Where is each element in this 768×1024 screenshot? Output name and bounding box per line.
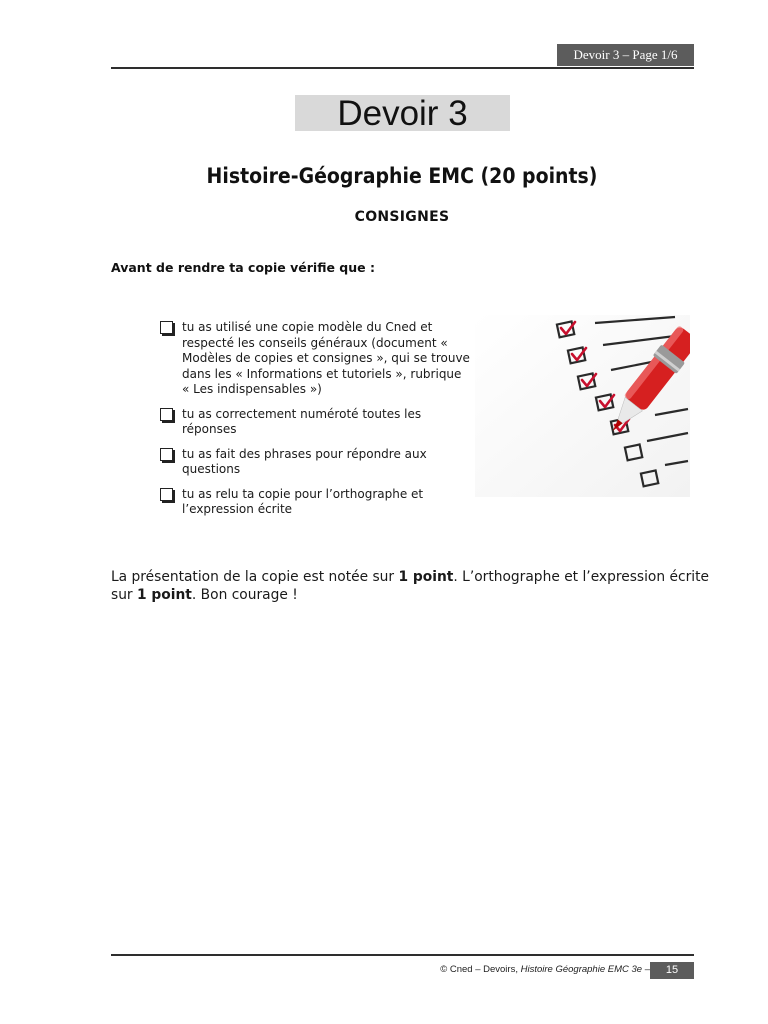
closing-text: . Bon courage !	[191, 586, 298, 603]
checklist	[160, 320, 470, 527]
page-number: 15	[650, 962, 694, 979]
closing-bold: 1 point	[398, 569, 454, 585]
checklist-item-text: tu as correctement numéroté toutes les réponses	[182, 406, 422, 436]
checkbox-icon	[160, 408, 173, 421]
checkbox-icon	[160, 448, 173, 461]
footer-course: Histoire Géographie EMC 3e	[520, 964, 643, 975]
checkbox-icon	[160, 321, 173, 334]
checklist-item-text: tu as fait des phrases pour répondre aux questions	[182, 446, 427, 476]
footer-rule	[111, 954, 694, 956]
closing-text: La présentation de la copie est notée sur	[111, 569, 399, 585]
checklist-item-text: tu as utilisé une copie modèle du Cned et respecté les conseils généraux (document « Modèles de copies et consignes », qui se trouve dans les « Informations et tutoriels », rubrique « Les indispensables »)	[182, 320, 470, 396]
header-rule	[111, 67, 694, 69]
checkbox-icon	[160, 488, 173, 501]
checklist-item	[160, 320, 470, 398]
checklist-item	[160, 407, 470, 438]
checklist-item	[160, 487, 470, 518]
copyright-icon: ©	[440, 964, 448, 975]
page-title: Devoir 3	[295, 95, 510, 131]
checklist-pen-illustration	[475, 315, 690, 497]
closing-paragraph	[111, 569, 711, 604]
page-header-tab: Devoir 3 – Page 1/6	[557, 44, 694, 66]
section-heading: CONSIGNES	[354, 209, 450, 225]
subject-heading: Histoire-Géographie EMC (20 points)	[206, 164, 598, 188]
closing-bold: 1 point	[137, 586, 192, 603]
footer-credit	[440, 964, 650, 975]
intro-text: Avant de rendre ta copie vérifie que :	[111, 260, 375, 275]
checklist-item-text: tu as relu ta copie pour l’orthographe et l’expression écrite	[182, 486, 424, 516]
footer-org: Cned – Devoirs,	[449, 964, 521, 975]
closing-text: . L’orthographe et l’expression écrite sur	[111, 569, 709, 603]
footer-dash: –	[642, 964, 650, 975]
checklist-item	[160, 447, 470, 478]
